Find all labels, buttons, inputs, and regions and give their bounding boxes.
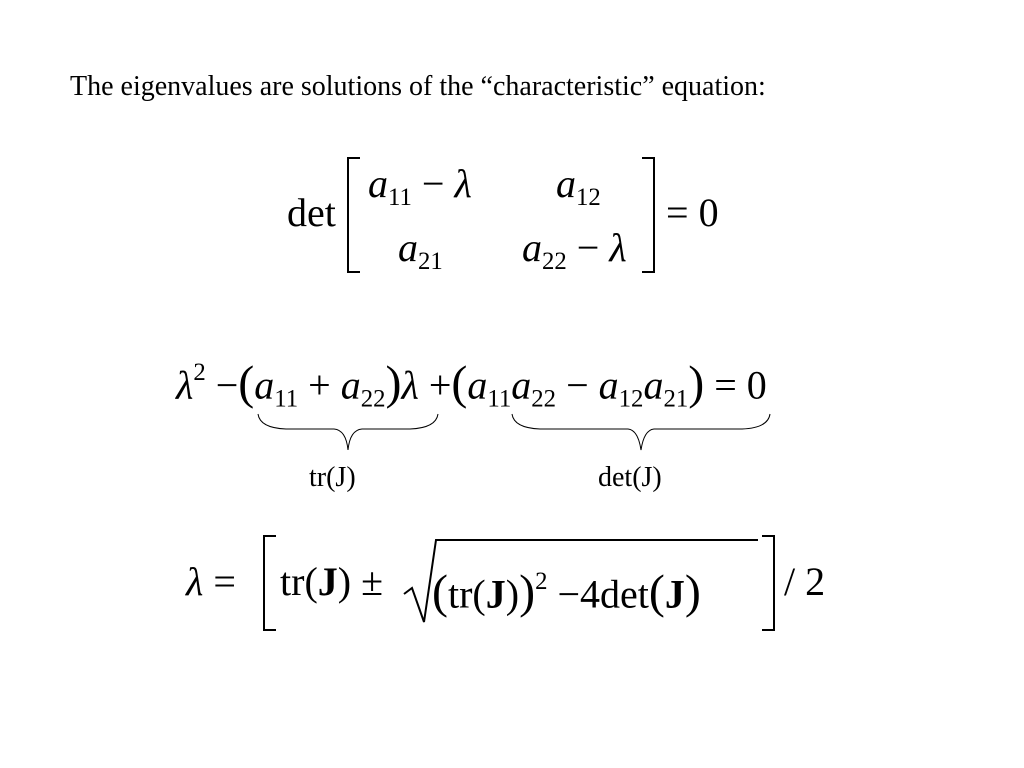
var-a: a bbox=[254, 362, 275, 408]
minus-sign: − bbox=[557, 571, 581, 617]
equals-sign: = bbox=[666, 190, 689, 235]
lambda-symbol: λ bbox=[454, 161, 472, 206]
var-a: a bbox=[643, 362, 664, 408]
exponent-two: 2 bbox=[193, 359, 206, 386]
var-a: a bbox=[467, 362, 488, 408]
matrix-left-bracket bbox=[342, 156, 362, 274]
plus-sign: + bbox=[428, 362, 452, 408]
subscript: 22 bbox=[542, 247, 567, 275]
subscript: 22 bbox=[531, 385, 557, 413]
subscript: 12 bbox=[576, 183, 601, 211]
right-paren: ) bbox=[385, 356, 402, 410]
two: 2 bbox=[805, 559, 826, 604]
matrix-cell-22 bbox=[522, 224, 627, 286]
subscript: 11 bbox=[274, 385, 299, 413]
minus-sign: − bbox=[421, 161, 445, 206]
left-paren: ( bbox=[472, 571, 486, 617]
minus-sign: − bbox=[215, 362, 239, 408]
left-paren: ( bbox=[238, 356, 255, 410]
var-a: a bbox=[368, 161, 388, 206]
subscript: 11 bbox=[388, 183, 412, 211]
jacobian-J: J bbox=[317, 559, 338, 604]
var-a: a bbox=[340, 362, 361, 408]
right-paren: ) bbox=[505, 571, 520, 617]
intro-text: The eigenvalues are solutions of the “characteristic” equation: bbox=[70, 71, 766, 102]
slash: / bbox=[784, 559, 796, 604]
var-a: a bbox=[398, 225, 418, 270]
exponent-two: 2 bbox=[535, 568, 548, 595]
subscript: 11 bbox=[487, 385, 512, 413]
minus-sign: − bbox=[566, 362, 589, 408]
four: 4 bbox=[580, 571, 601, 617]
trace-term bbox=[280, 558, 383, 606]
var-a: a bbox=[598, 362, 619, 408]
formula-right-bracket bbox=[760, 534, 780, 632]
subscript: 22 bbox=[360, 385, 386, 413]
label-determinant: det(J) bbox=[598, 462, 662, 493]
lambda-symbol: λ bbox=[176, 362, 194, 408]
lambda-symbol: λ bbox=[609, 225, 627, 270]
matrix-cell-11 bbox=[368, 160, 472, 222]
det-operator: det bbox=[287, 190, 336, 235]
jacobian-J: J bbox=[664, 571, 685, 617]
subscript: 21 bbox=[663, 385, 689, 413]
radicand bbox=[432, 558, 701, 619]
right-paren: ) bbox=[688, 356, 705, 410]
matrix-cell-12 bbox=[556, 160, 601, 222]
lambda-equals bbox=[186, 558, 236, 606]
var-a: a bbox=[522, 225, 542, 270]
equals-zero bbox=[666, 189, 719, 237]
det-operator: det bbox=[600, 571, 649, 617]
var-a: a bbox=[556, 161, 576, 206]
left-paren: ( bbox=[432, 565, 448, 619]
underbrace-trace bbox=[256, 412, 440, 456]
plus-sign: + bbox=[308, 362, 331, 408]
right-paren: ) bbox=[519, 565, 536, 619]
lambda-symbol: λ bbox=[401, 362, 419, 408]
zero: 0 bbox=[746, 362, 767, 408]
equals-sign: = bbox=[213, 559, 236, 604]
minus-sign: − bbox=[576, 225, 600, 270]
jacobian-J: J bbox=[485, 571, 506, 617]
formula-left-bracket bbox=[258, 534, 278, 632]
var-a: a bbox=[511, 362, 532, 408]
right-paren: ) bbox=[684, 565, 701, 619]
left-paren: ( bbox=[451, 356, 468, 410]
tr-operator: tr bbox=[447, 571, 473, 617]
underbrace-determinant bbox=[510, 412, 772, 456]
matrix-right-bracket bbox=[640, 156, 660, 274]
equals-sign: = bbox=[714, 362, 737, 408]
left-paren: ( bbox=[648, 565, 665, 619]
tr-operator: tr bbox=[280, 559, 305, 604]
right-paren: ) bbox=[337, 559, 352, 604]
left-paren: ( bbox=[304, 559, 318, 604]
label-trace: tr(J) bbox=[309, 462, 356, 493]
plus-minus-sign: ± bbox=[361, 559, 384, 604]
matrix-cell-21 bbox=[398, 224, 443, 286]
zero: 0 bbox=[698, 190, 719, 235]
subscript: 21 bbox=[418, 247, 443, 275]
lambda-symbol: λ bbox=[186, 559, 204, 604]
divide-by-two bbox=[784, 558, 825, 606]
subscript: 12 bbox=[618, 385, 644, 413]
